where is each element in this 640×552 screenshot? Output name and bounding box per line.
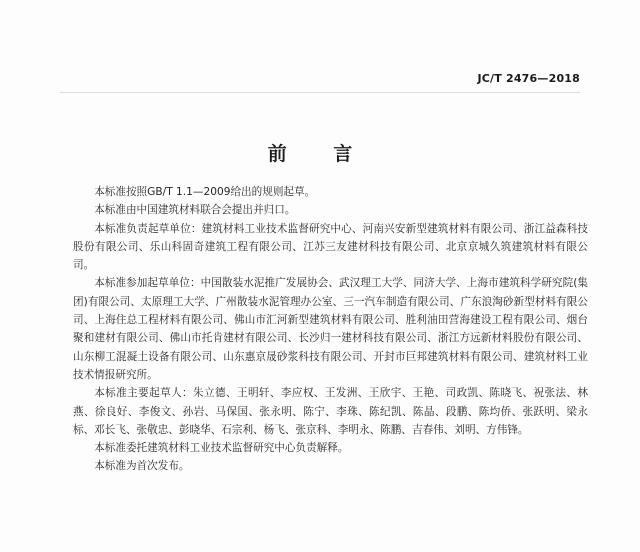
paragraph-proposer: 本标准由中国建筑材料联合会提出并归口。: [94, 204, 296, 217]
header-divider: [60, 92, 580, 93]
section-title: 前 言: [267, 143, 373, 165]
foreword-body: [73, 183, 588, 476]
standard-code: JC/T 2476—2018: [477, 72, 580, 85]
paragraph-lead-drafters: 本标准负责起草单位：建筑材料工业技术监督研究中心、河南兴安新型建筑材料有限公司、浙江益森科技股份有限公司、乐山科固奇建筑工程有限公司、江苏三友建材科技有限公司、北京京城久筑建筑材料有限公司。: [73, 222, 588, 272]
paragraph-main-drafters: 本标准主要起草人：朱立德、王明轩、李应权、王发洲、王欣宇、王艳、司政凯、陈晓飞、祝张法、林燕、徐良好、李俊文、孙岩、马保国、张永明、陈宁、李珠、陈纪凯、陈晶、段鹏、陈均侨、张跃明、梁永标、邓长飞、张敬忠、彭晓华、石宗利、杨飞、张京科、李明永、陈鹏、吉春伟、刘明、方伟锋。: [73, 387, 588, 436]
paragraph-first-release: 本标准为首次发布。: [94, 460, 190, 473]
paragraph-participating-drafters: 本标准参加起草单位：中国散装水泥推广发展协会、武汉理工大学、同济大学、上海市建筑科学研究院(集团)有限公司、太原理工大学、广州散装水泥管理办公室、三一汽车制造有限公司、广东浪淘砂新型材料有限公司、上海住总工程材料有限公司、佛山市汇河新型建筑材料有限公司、胜利油田营海建设工程有限公司、烟台聚和建材有限公司、佛山市托肯建材有限公司、长沙归一建材科技有限公司、浙江方远新材料股份有限公司、山东柳工混凝土设备有限公司、山东惠京晟砂浆科技有限公司、开封市巨邦建筑材料有限公司、建筑材料工业技术情报研究所。: [73, 277, 588, 381]
paragraph-interpretation: 本标准委托建筑材料工业技术监督研究中心负责解释。: [94, 442, 349, 455]
paragraph-drafting-rules: 本标准按照GB/T 1.1—2009给出的规则起草。: [94, 186, 316, 198]
